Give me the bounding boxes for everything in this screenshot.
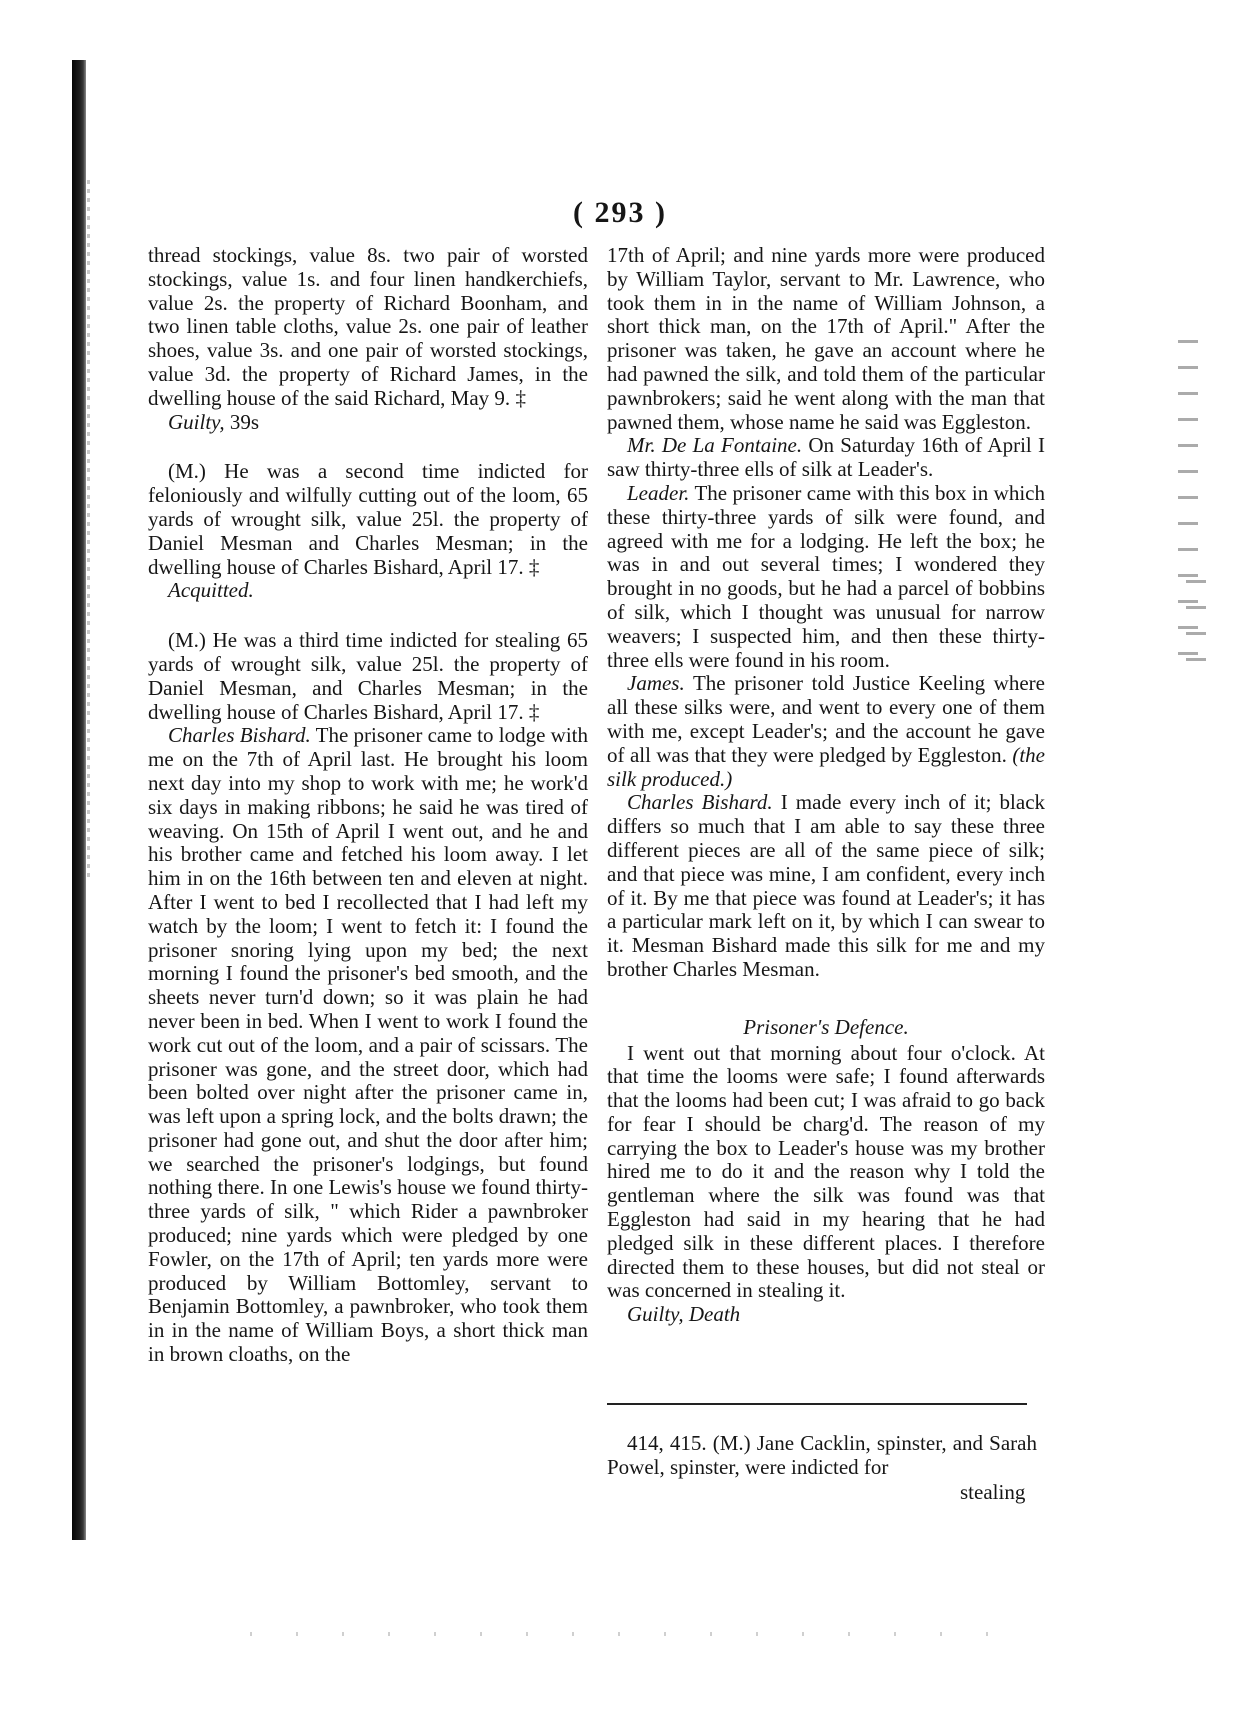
- court-note: (the silk produced.): [607, 742, 1045, 791]
- speaker-name: Charles Bishard.: [168, 723, 311, 748]
- speaker-name: Charles Bishard.: [627, 790, 773, 815]
- page-number: ( 293 ): [573, 196, 667, 229]
- testimony-text: The prisoner told Justice Keeling where all these silks were, and went to every one of them with me, except Leader's; and the account he gave of all was that they were pledged by Eggleston.: [607, 671, 1045, 767]
- speaker-name: Mr. De La Fontaine.: [627, 433, 803, 458]
- verdict-value: 39s: [229, 409, 260, 434]
- paragraph-third-indictment: [148, 629, 588, 724]
- testimony-bishard-second: [607, 791, 1045, 981]
- catchword: stealing: [960, 1480, 1026, 1504]
- testimony-bishard: [148, 724, 588, 1367]
- bottom-specks: [250, 1632, 990, 1636]
- next-case-heading: 414, 415. (M.) Jane Cacklin, spinster, and Sarah Powel, spinster, were indicted for: [607, 1431, 1037, 1479]
- paragraph-text: thread stockings, value 8s. two pair of worsted stockings, value 1s. and four linen handkerchiefs, value 2s. the property of Richard Boonham, and two linen table cloths, value 2s. one pair of leather shoes, value 3s. and one pair of worsted stockings, value 3d. the property of Richard James, in the dwelling house of the said Richard, May 9.: [148, 243, 588, 410]
- indictment-mark: ‡: [515, 385, 526, 410]
- verdict-label: Guilty,: [168, 409, 225, 434]
- testimony-text: The prisoner came with this box in which these thirty-three yards of silk were found, and agreed with me for a lodging. He left the box; he was in and out several times; I wondered they brought in no goods, but he had a parcel of bobbins of silk, which I thought was unusual for narrow weavers; I suspected him, and then these thirty-three ells were found in his room.: [607, 480, 1045, 672]
- testimony-text: The prisoner came to lodge with me on the 7th of April last. He brought his loom next day into my shop to work with me; he work'd six days in making ribbons; he said he was tired of weaving. On 15th of April I went out, and he and his brother came and fetched his loom away. I let him in on the 16th between ten and eleven at night. After I went to bed I recollected that I had left my watch by the loom; I went to fetch it: I found the prisoner snoring lying upon my bed; the next morning I found the prisoner's bed smooth, and the sheets never turn'd down; so it was plain he had never been in bed. When I went to work I found the work cut out of the loom, and a pair of scissars. The prisoner was gone, and the street door, which had been bolted over night after the prisoner came in, was left upon a spring lock, and the bolts drawn; the prisoner had gone out, and shut the door after him; we searched the prisoner's lodgings, but found nothing there. In one Lewis's house we found thirty-three yards of silk, " which Rider a pawnbroker produced; nine yards which were pledged by one Fowler, on the 17th of April; ten yards more were produced by William Bottomley, servant to Benjamin Bottomley, a pawnbroker, who took them in in the name of William Boys, a short thick man in brown cloaths, on the: [148, 723, 589, 1367]
- margin-specks: [1186, 580, 1206, 670]
- book-spine-shadow: [72, 60, 86, 1540]
- testimony-text: On Saturday 16th of April I saw thirty-three ells of silk at Leader's.: [607, 433, 1045, 482]
- left-column: [148, 244, 588, 1367]
- verdict-death: Guilty, Death: [627, 1302, 741, 1327]
- testimony-de-la-fontaine: [607, 434, 1045, 482]
- verdict-acquitted: Acquitted.: [168, 578, 254, 603]
- defence-statement: I went out that morning about four o'clock. At that time the looms were safe; I found afterwards that the looms had been cut; I was afraid to go back for fear I should be charg'd. The reason of my carrying the box to Leader's house was my brother hired me to do it and the reason why I told the gentleman where the silk was found was that Eggleston had said in my hearing that he had pledged silk in these different places. I therefore directed them to these houses, but did not steal or was concerned in stealing it.: [607, 1040, 1045, 1303]
- page-edge-texture: [87, 180, 90, 880]
- testimony-text: I made every inch of it; black differs so much that I am able to say these three different pieces are all of the same piece of silk; and that piece was mine, I am confident, every inch of it. By me that piece was found at Leader's; it has a particular mark left on it, by which I can swear to it. Mesman Bishard made this silk for me and my brother Charles Mesman.: [607, 790, 1046, 981]
- testimony-leader: [607, 482, 1045, 672]
- paragraph-text: (M.) He was a third time indicted for stealing 65 yards of wrought silk, value 25l. the property of Daniel Mesman, and Charles Mesman; in the dwelling house of Charles Bishard, April 17.: [148, 628, 588, 724]
- paragraph-text: (M.) He was a second time indicted for feloniously and wilfully cutting out of the loom, 65 yards of wrought silk, value 25l. the property of Daniel Mesman and Charles Mesman; in the dwelling house of Charles Bishard, April 17.: [148, 459, 588, 579]
- paragraph-stolen-goods: [148, 244, 588, 411]
- paragraph-second-indictment: [148, 460, 588, 579]
- case-divider-rule: [607, 1403, 1027, 1405]
- indictment-mark: ‡: [528, 554, 540, 579]
- testimony-james: [607, 672, 1045, 791]
- testimony-continuation: 17th of April; and nine yards more were produced by William Taylor, servant to Mr. Lawrence, who took them in in the name of William Johnson, a short thick man, on the 17th of April." After the prisoner was taken, he gave an account where he had pawned the silk, and told them of the particular pawnbrokers; said he went along with the man that pawned them, whose name he said was Eggleston.: [607, 243, 1045, 434]
- speaker-name: James.: [627, 671, 685, 696]
- verdict-line: [148, 411, 588, 435]
- defence-heading: Prisoner's Defence.: [743, 1014, 909, 1039]
- right-column: [607, 244, 1045, 1327]
- indictment-mark: ‡: [528, 699, 540, 724]
- speaker-name: Leader.: [627, 480, 690, 505]
